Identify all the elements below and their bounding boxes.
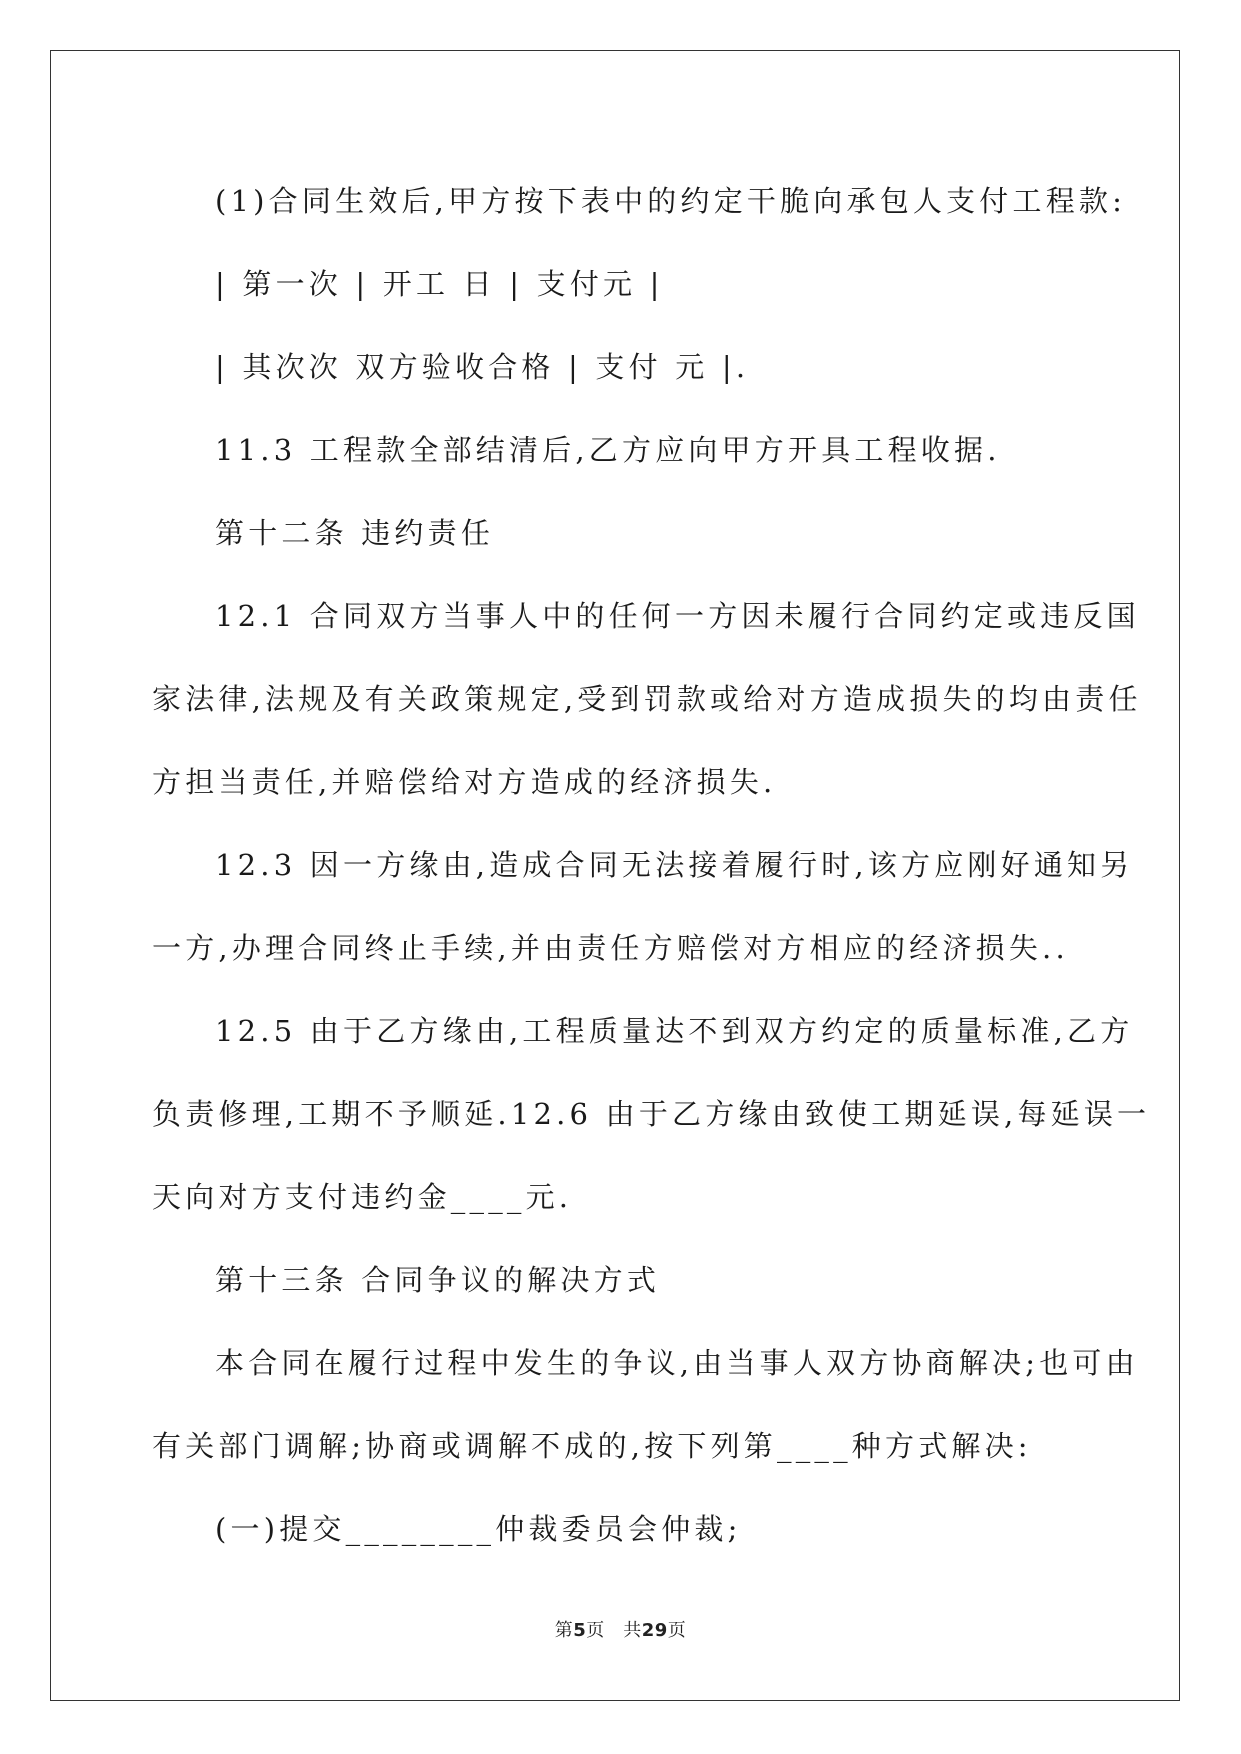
paragraph-line: | 第一次 | 开工 日 | 支付元 |	[215, 267, 664, 301]
section-heading: 第十二条 违约责任	[215, 516, 495, 550]
footer-prefix: 第	[554, 1620, 574, 1641]
paragraph-line: 方担当责任,并赔偿给对方造成的经济损失.	[152, 765, 777, 799]
current-page-number: 5	[573, 1620, 587, 1641]
page-footer	[0, 1616, 1241, 1642]
paragraph-line: 11.3 工程款全部结清后,乙方应向甲方开具工程收据.	[215, 433, 1001, 467]
paragraph-line: 有关部门调解;协商或调解不成的,按下列第____种方式解决:	[152, 1429, 1032, 1463]
paragraph-line: 12.3 因一方缘由,造成合同无法接着履行时,该方应刚好通知另	[215, 848, 1134, 882]
paragraph-line: 天向对方支付违约金____元.	[152, 1180, 573, 1214]
paragraph-line: 本合同在履行过程中发生的争议,由当事人双方协商解决;也可由	[215, 1346, 1139, 1380]
paragraph-line: 12.1 合同双方当事人中的任何一方因未履行合同约定或违反国	[215, 599, 1140, 633]
footer-middle: 页 共	[586, 1620, 642, 1641]
section-heading: 第十三条 合同争议的解决方式	[215, 1263, 661, 1297]
paragraph-line: 家法律,法规及有关政策规定,受到罚款或给对方造成损失的均由责任	[152, 682, 1142, 716]
paragraph-line: 负责修理,工期不予顺延.12.6 由于乙方缘由致使工期延误,每延误一	[152, 1097, 1151, 1131]
total-page-number: 29	[641, 1620, 668, 1641]
paragraph-line: 12.5 由于乙方缘由,工程质量达不到双方约定的质量标准,乙方	[215, 1014, 1134, 1048]
document-body	[152, 160, 1151, 1571]
paragraph-line: 一方,办理合同终止手续,并由责任方赔偿对方相应的经济损失..	[152, 931, 1069, 965]
paragraph-line: (1)合同生效后,甲方按下表中的约定干脆向承包人支付工程款:	[215, 184, 1127, 218]
paragraph-line: | 其次次 双方验收合格 | 支付 元 |.	[215, 350, 750, 384]
footer-suffix: 页	[667, 1620, 687, 1641]
paragraph-line: (一)提交________仲裁委员会仲裁;	[215, 1512, 742, 1546]
